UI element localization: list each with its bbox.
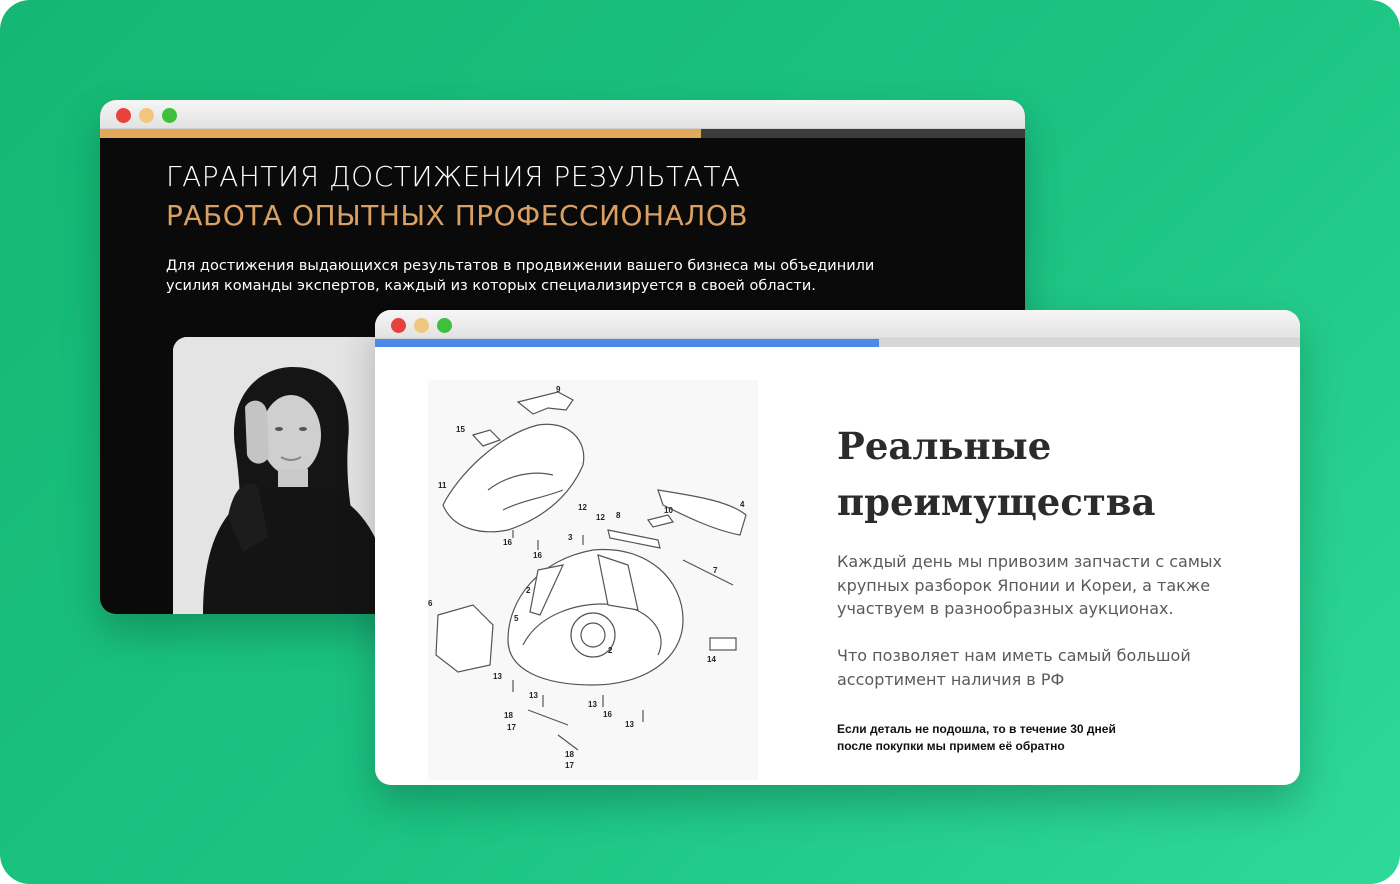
maximize-window-button[interactable] [437,318,452,333]
diagram-label: 17 [507,723,516,732]
hero-description [166,256,875,296]
paragraph-line: ассортимент наличия в РФ [837,669,1065,689]
page-loading-progress-bar [100,129,1025,138]
heading-line: Реальные [837,424,1052,468]
description-line: усилия команды экспертов, каждый из которых специализируется в своей области. [166,278,816,294]
note-line: после покупки мы примем её обратно [837,739,1065,753]
paragraph-line: участвуем в разнообразных аукционах. [837,599,1174,618]
diagram-label: 17 [565,761,574,770]
heading-line: преимущества [837,480,1156,524]
progress-fill [100,129,701,138]
diagram-label: 2 [526,586,531,595]
diagram-label: 13 [588,700,597,709]
browser-window-front [375,310,1300,785]
close-window-button[interactable] [116,108,131,123]
features-heading [837,418,1257,530]
diagram-label: 7 [713,566,718,575]
window-titlebar [100,100,1025,129]
diagram-label: 3 [568,533,573,542]
minimize-window-button[interactable] [414,318,429,333]
paragraph-line: Что позволяет нам иметь самый большой [837,646,1191,665]
diagram-label: 13 [529,691,538,700]
note-line: Если деталь не подошла, то в течение 30 дней [837,722,1116,736]
diagram-label: 12 [578,503,587,512]
paragraph-line: крупных разборок Японии и Кореи, а также [837,575,1211,595]
diagram-label: 15 [456,425,465,434]
page-loading-progress-bar [375,339,1300,347]
diagram-label: 10 [664,506,673,515]
diagram-label: 16 [603,710,612,719]
window-titlebar [375,310,1300,339]
paragraph-line: Каждый день мы привозим запчасти с самых [837,552,1223,571]
diagram-label: 16 [533,551,542,560]
features-paragraph [837,550,1257,621]
description-line: Для достижения выдающихся результатов в продвижении вашего бизнеса мы объединили [166,258,875,274]
hero-heading: ГАРАНТИЯ ДОСТИЖЕНИЯ РЕЗУЛЬТАТА [166,160,741,193]
parts-exploded-diagram [428,380,758,780]
features-paragraph [837,644,1257,691]
diagram-label: 13 [493,672,502,681]
diagram-label: 4 [740,500,745,509]
diagram-label: 12 [596,513,605,522]
diagram-label: 18 [565,750,574,759]
diagram-label: 8 [616,511,621,520]
diagram-label: 13 [625,720,634,729]
return-policy-note [837,721,1157,755]
diagram-label: 6 [428,599,433,608]
diagram-label: 14 [707,655,716,664]
close-window-button[interactable] [391,318,406,333]
mower-parts-drawing [428,380,758,780]
maximize-window-button[interactable] [162,108,177,123]
minimize-window-button[interactable] [139,108,154,123]
diagram-label: 9 [556,385,561,394]
diagram-label: 16 [503,538,512,547]
hero-subheading: РАБОТА ОПЫТНЫХ ПРОФЕССИОНАЛОВ [166,199,749,232]
diagram-label: 2 [608,646,613,655]
diagram-label: 18 [504,711,513,720]
diagram-label: 11 [438,481,447,490]
diagram-label: 5 [514,614,519,623]
progress-fill [375,339,879,347]
